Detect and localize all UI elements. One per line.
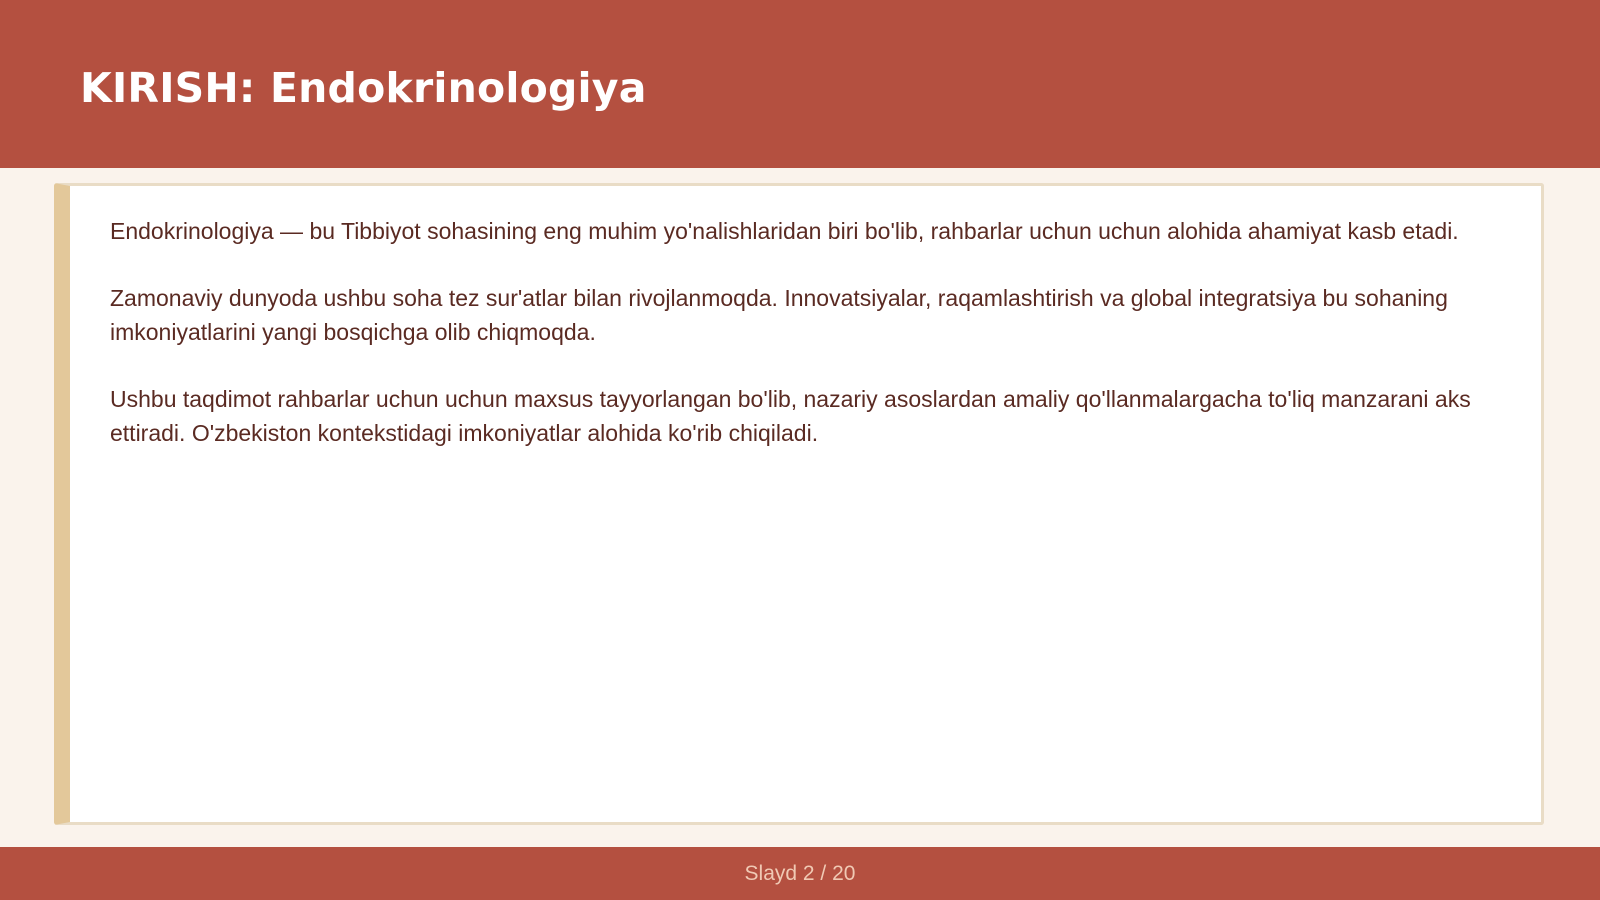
intro-paragraph: Endokrinologiya — bu Tibbiyot sohasining eng muhim yo'nalishlaridan biri bo'lib, rahbarlar uchun uchun alohida ahamiyat kasb etadi. — [110, 218, 1459, 244]
slide-counter: Slayd 2 / 20 — [744, 862, 856, 885]
content-panel — [54, 183, 1544, 825]
presentation-purpose-paragraph: Ushbu taqdimot rahbarlar uchun uchun maxsus tayyorlangan bo'lib, nazariy asoslardan amaliy qo'llanmalargacha to'liq manzarani aks ettiradi. O'zbekiston kontekstidagi imkoniyatlar alohida ko'rib chiqiladi. — [110, 386, 1471, 446]
content-text — [110, 214, 1490, 483]
slide-footer — [0, 847, 1600, 900]
slide-title: KIRISH: Endokrinologiya — [80, 64, 647, 112]
slide-header — [0, 0, 1600, 168]
modern-world-paragraph: Zamonaviy dunyoda ushbu soha tez sur'atlar bilan rivojlanmoqda. Innovatsiyalar, raqamlashtirish va global integratsiya bu sohaning imkoniyatlarini yangi bosqichga olib chiqmoqda. — [110, 285, 1448, 345]
